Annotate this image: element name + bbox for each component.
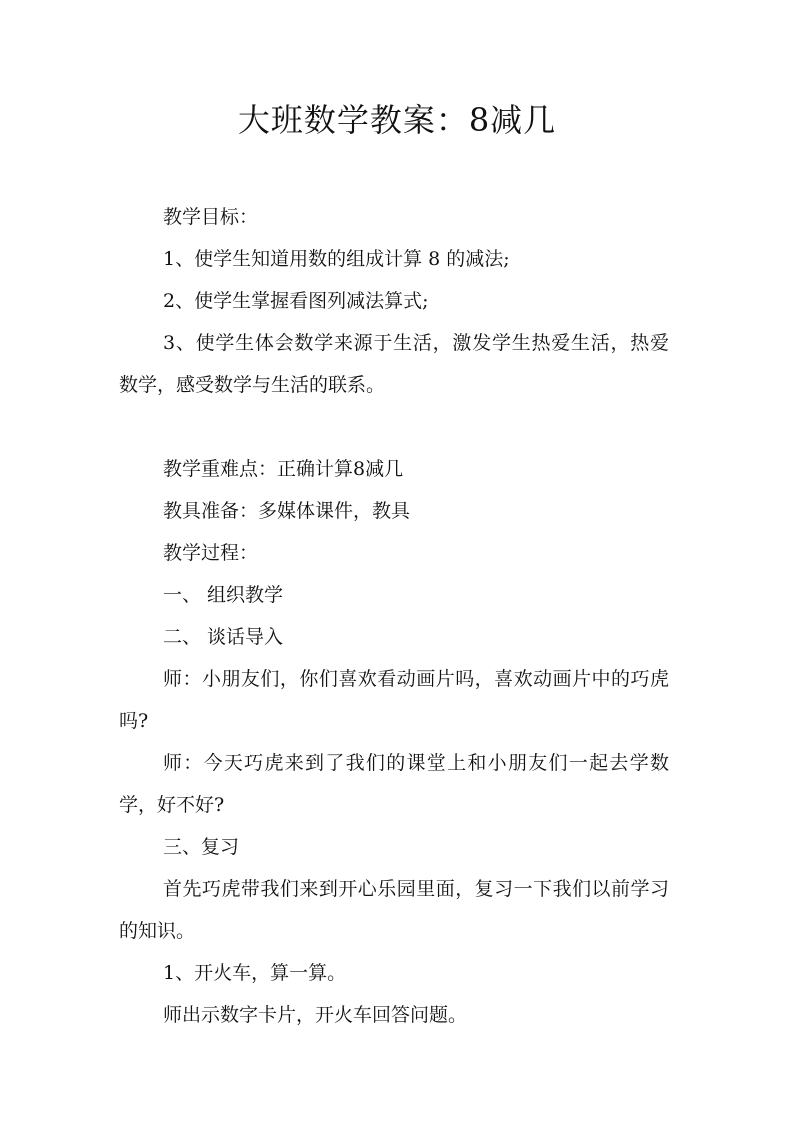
- paragraph-number-cards: 师出示数字卡片，开火车回答问题。: [163, 1004, 468, 1026]
- document-title: 大班数学教案：8减几: [237, 101, 557, 139]
- paragraph-key-difficulties: 教学重难点：正确计算8减几: [163, 458, 404, 480]
- paragraph-teacher-question-2: 师：今天巧虎来到了我们的课堂上和小朋友们一起去学数学，好不好?: [119, 752, 669, 816]
- paragraph-teaching-process-heading: 教学过程：: [163, 542, 259, 564]
- paragraph-teaching-objectives-heading: 教学目标：: [163, 206, 259, 228]
- document-body: [119, 196, 669, 1036]
- blank-line: [119, 406, 669, 448]
- paragraph-review-intro: 首先巧虎带我们来到开心乐园里面，复习一下我们以前学习的知识。: [119, 878, 669, 942]
- paragraph-objective-2: 2、使学生掌握看图列减法算式;: [163, 290, 429, 312]
- paragraph-objective-1: 1、使学生知道用数的组成计算 8 的减法;: [163, 248, 510, 270]
- paragraph-section-3: 三、复习: [163, 836, 240, 858]
- paragraph-section-1: 一、 组织教学: [163, 584, 284, 606]
- paragraph-objective-3: 3、使学生体会数学来源于生活，激发学生热爱生活，热爱数学，感受数学与生活的联系。: [119, 332, 669, 396]
- paragraph-teaching-aids: 教具准备：多媒体课件，教具: [163, 500, 411, 522]
- paragraph-train-game: 1、开火车，算一算。: [163, 962, 347, 984]
- paragraph-section-2: 二、 谈话导入: [163, 626, 284, 648]
- paragraph-teacher-question-1: 师：小朋友们，你们喜欢看动画片吗，喜欢动画片中的巧虎吗?: [119, 668, 669, 732]
